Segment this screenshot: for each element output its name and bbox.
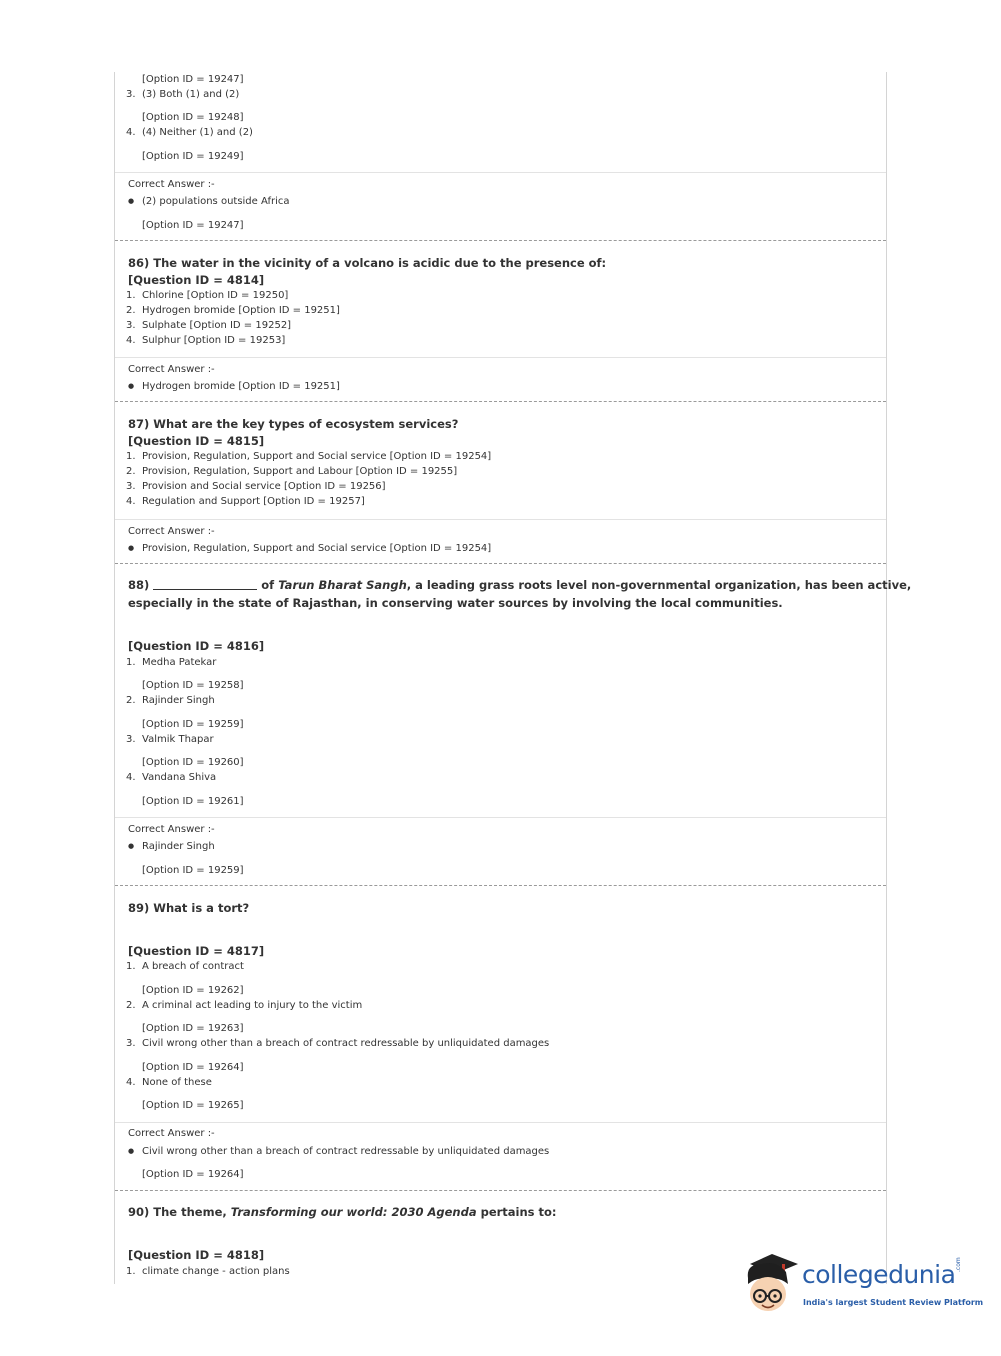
- option-id: [Option ID = 19264]: [142, 1169, 244, 1180]
- divider: [115, 1122, 886, 1123]
- option-item: 3. Provision and Social service [Option ID = 19256]: [126, 481, 386, 492]
- brand-tagline: India's largest Student Review Platform: [803, 1298, 984, 1307]
- option-id: [Option ID = 19261]: [142, 796, 244, 807]
- question-id: [Question ID = 4817]: [128, 944, 265, 958]
- option-item: 4. None of these: [126, 1077, 212, 1088]
- option-item: 1. climate change - action plans: [126, 1266, 290, 1277]
- question-title: 90) The theme, Transforming our world: 2030 Agenda pertains to:: [128, 1205, 557, 1219]
- question-separator: [115, 401, 886, 402]
- divider: [115, 172, 886, 173]
- option-id: [Option ID = 19263]: [142, 1023, 244, 1034]
- divider: [115, 357, 886, 358]
- divider: [115, 519, 886, 520]
- divider: [115, 817, 886, 818]
- option-item: 3. Valmik Thapar: [126, 734, 214, 745]
- question-title: 89) What is a tort?: [128, 901, 250, 915]
- option-item: 4. Regulation and Support [Option ID = 19257]: [126, 496, 365, 507]
- correct-answer-item: ● Provision, Regulation, Support and Social service [Option ID = 19254]: [128, 543, 491, 554]
- mascot-icon: [742, 1250, 802, 1320]
- collegedunia-logo[interactable]: [742, 1250, 984, 1320]
- correct-answer-label: Correct Answer :-: [128, 364, 215, 375]
- question-separator: [115, 563, 886, 564]
- option-item: 3. Civil wrong other than a breach of contract redressable by unliquidated damages: [126, 1038, 550, 1049]
- correct-answer-label: Correct Answer :-: [128, 179, 215, 190]
- question-id: [Question ID = 4816]: [128, 639, 265, 653]
- question-separator: [115, 1190, 886, 1191]
- option-id: [Option ID = 19247]: [142, 220, 244, 231]
- question-id: [Question ID = 4814]: [128, 273, 265, 287]
- question-id: [Question ID = 4815]: [128, 434, 265, 448]
- option-item: 2. Rajinder Singh: [126, 695, 215, 706]
- option-id: [Option ID = 19248]: [142, 112, 244, 123]
- question-title: 86) The water in the vicinity of a volcano is acidic due to the presence of:: [128, 256, 607, 270]
- option-item: 2. Provision, Regulation, Support and Labour [Option ID = 19255]: [126, 466, 458, 477]
- option-item: 1. Provision, Regulation, Support and Social service [Option ID = 19254]: [126, 451, 492, 462]
- correct-answer-label: Correct Answer :-: [128, 526, 215, 537]
- option-item: 4. (4) Neither (1) and (2): [126, 127, 253, 138]
- question-separator: [115, 240, 886, 241]
- option-id: [Option ID = 19260]: [142, 757, 244, 768]
- option-item: 1. Chlorine [Option ID = 19250]: [126, 290, 289, 301]
- question-id: [Question ID = 4818]: [128, 1248, 265, 1262]
- option-id: [Option ID = 19265]: [142, 1100, 244, 1111]
- brand-domain: .com: [955, 1257, 962, 1272]
- option-id: [Option ID = 19249]: [142, 151, 244, 162]
- correct-answer-item: ● Hydrogen bromide [Option ID = 19251]: [128, 381, 340, 392]
- correct-answer-item: ● (2) populations outside Africa: [128, 196, 290, 207]
- correct-answer-label: Correct Answer :-: [128, 1128, 215, 1139]
- option-item: 4. Vandana Shiva: [126, 772, 217, 783]
- option-item: 2. A criminal act leading to injury to the victim: [126, 1000, 363, 1011]
- option-id: [Option ID = 19247]: [142, 74, 244, 85]
- question-title: 88) of Tarun Bharat Sangh, a leading grass roots level non-governmental organization, has been active,: [128, 578, 912, 592]
- option-item: 1. A breach of contract: [126, 961, 244, 972]
- option-item: 3. Sulphate [Option ID = 19252]: [126, 320, 292, 331]
- correct-answer-item: ● Rajinder Singh: [128, 841, 215, 852]
- option-id: [Option ID = 19259]: [142, 719, 244, 730]
- option-id: [Option ID = 19264]: [142, 1062, 244, 1073]
- option-item: 4. Sulphur [Option ID = 19253]: [126, 335, 286, 346]
- question-title-continued: especially in the state of Rajasthan, in conserving water sources by involving the local communities.: [128, 596, 783, 610]
- option-item: 2. Hydrogen bromide [Option ID = 19251]: [126, 305, 340, 316]
- correct-answer-label: Correct Answer :-: [128, 824, 215, 835]
- option-id: [Option ID = 19259]: [142, 865, 244, 876]
- question-title: 87) What are the key types of ecosystem services?: [128, 417, 459, 431]
- question-separator: [115, 885, 886, 886]
- option-id: [Option ID = 19258]: [142, 680, 244, 691]
- brand-name: collegedunia: [802, 1260, 956, 1289]
- answer-blank: [153, 580, 257, 590]
- option-item: 1. Medha Patekar: [126, 657, 217, 668]
- option-item: 3. (3) Both (1) and (2): [126, 89, 240, 100]
- correct-answer-item: ● Civil wrong other than a breach of contract redressable by unliquidated damages: [128, 1146, 549, 1157]
- option-id: [Option ID = 19262]: [142, 985, 244, 996]
